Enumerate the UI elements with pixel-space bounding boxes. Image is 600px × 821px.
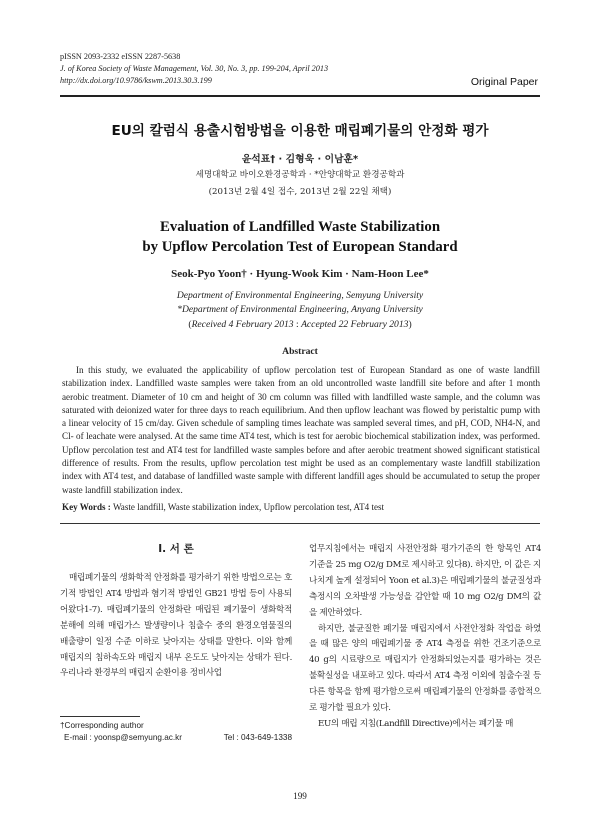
affiliation-2: *Department of Environmental Engineering, Anyang University [177,303,423,315]
korean-dates: (2013년 2월 4일 접수, 2013년 2월 22일 채택) [208,187,392,197]
journal-header [60,51,328,87]
english-title [0,217,600,257]
issn-line: pISSN 2093-2332 eISSN 2287-5638 [60,52,181,61]
right-paragraph-1: 업무지침에서는 매립지 사전안정화 평가기준의 한 항목인 AT4 기준을 25 mg O2/g DM로 제시하고 있다8). 하지만, 이 값은 지나치게 높게 설정되어 Yoon et al.3)은 매립폐기물의 불균질성과 측정시의 오차발생 가능성을 감안할 때 10 mg O2/g DM의 값을 제안하였다. [309,544,541,618]
page-number: 199 [293,791,307,801]
korean-authors: 윤석표† · 김형욱 · 이남훈* [241,154,359,165]
english-affiliations [0,289,600,316]
body-right-column [309,542,541,733]
section-heading: I. 서 론 [158,543,194,555]
abstract-text: In this study, we evaluated the applicability of upflow percolation test of European Standard as one of waste landfill stabilization index. Landfilled waste samples were taken from an old uncontrolled waste landfill site before and after 1 month aerobic treatment. Diameter of 10 cm and height of 30 cm column was filled with landfilled waste sample, and the column was saturated with deionized water for three days to reach equilibrium. And then upflow leachant was flowed by peristaltic pump with a linear velocity of 15 cm/day. Given schedule of sampling times leachate was sampled several times, and pH, COD, NH4-N, and Cl- of leachate were analysed. At the same time AT4 test, which is test for aerobic biochemical stabilization index, was performed. Upflow percolation test and AT4 test for landfilled waste samples before and after aerobic treatment showed significant statistical difference of results. From the results, upflow percolation test might be used as an complementary waste landfill stabilization index with AT4 test, and database of landfilled waste sample with different landfill ages should be accumulated to setup the proper waste landfill stabilization index. [62,365,540,495]
english-title-line1: Evaluation of Landfilled Waste Stabilization [159,219,441,235]
doi-link[interactable]: http://dx.doi.org/10.9786/kswm.2013.30.3.199 [60,76,212,85]
footnote [60,720,292,744]
english-dates: (Received 4 February 2013 : Accepted 22 February 2013) [188,319,412,330]
body-left-column: 매립폐기물의 생화학적 안정화를 평가하기 위한 방법으로는 호기적 방법인 AT4 방법과 혐기적 방법인 GB21 방법 등이 사용되어왔다1-7). 매립폐기물의 안정화란 매립된 폐기물이 생화학적 분해에 의해 매립가스 발생량이나 침출수 중의 환경오염물질의 배출량이 일정 수준 이하로 낮아지는 상태를 말한다. 이와 함께 매립지의 침하속도와 매립지 내부 온도도 낮아지는 상태가 된다. 우리나라 환경부의 매립지 순환이용 정비사업 [60,573,292,679]
right-paragraph-3: EU의 매립 지침(Landfill Directive)에서는 폐기물 매 [318,718,514,729]
author-email: E-mail : yoonsp@semyung.ac.kr [64,733,182,742]
affiliation-1: Department of Environmental Engineering, Semyung University [176,290,424,301]
english-authors: Seok-Pyo Yoon† · Hyung-Wook Kim · Nam-Hoon Lee* [171,268,429,280]
keywords [62,502,540,512]
keywords-label: Key Words : [62,502,111,512]
header-rule [60,95,540,97]
abstract-heading: Abstract [282,346,318,357]
keywords-list: Waste landfill, Waste stabilization index, Upflow percolation test, AT4 test [112,502,385,512]
journal-citation: J. of Korea Society of Waste Management, Vol. 30, No. 3, pp. 199-204, April 2013 [60,64,329,73]
korean-affiliations: 세명대학교 바이오환경공학과 · *안양대학교 환경공학과 [195,170,405,180]
author-tel: Tel : 043-649-1338 [223,733,292,742]
received-date: Received 4 February 2013 [191,319,294,330]
accepted-date: Accepted 22 February 2013 [301,319,409,330]
english-title-line2: by Upflow Percolation Test of European Standard [142,239,458,255]
abstract-rule [60,523,540,524]
footnote-rule [60,716,140,717]
paper-type-label: Original Paper [470,76,538,88]
corresponding-author: †Corresponding author [60,721,144,730]
korean-title: EU의 칼럼식 용출시험방법을 이용한 매립폐기물의 안정화 평가 [111,123,489,139]
right-paragraph-2: 하지만, 불균질한 폐기물 매립지에서 사전안정화 작업을 하였을 때 많은 양의 매립폐기물 중 AT4 측정을 위한 건조기준으로 40 g의 시료량으로 매립지가 안정화되었는지를 평가하는 것은 불확실성을 내포하고 있다. 따라서 AT4 측정 이외에 침출수질 등 다른 항목을 함께 평가함으로써 매립폐기물의 안정화를 종합적으로 평가할 필요가 있다. [309,623,541,714]
